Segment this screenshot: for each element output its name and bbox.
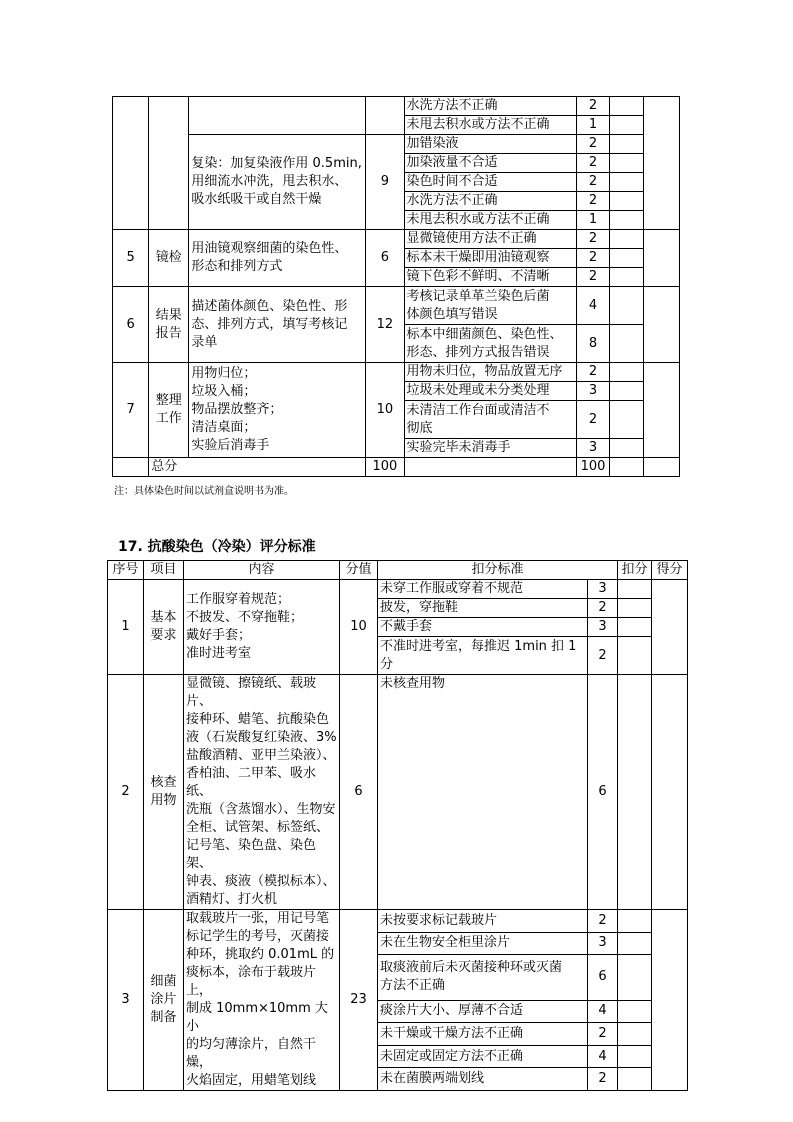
header-get: 得分 [652, 561, 688, 580]
deduct-cell[interactable] [609, 401, 643, 439]
deduction-points: 2 [588, 637, 618, 675]
deduction-points: 2 [577, 135, 609, 154]
deduction-points: 1 [577, 116, 609, 135]
footnote: 注：具体染色时间以试剂盒说明书为准。 [114, 486, 294, 497]
deduction-points: 3 [588, 932, 618, 955]
header-score: 分值 [340, 561, 378, 580]
deduction-points: 3 [588, 580, 618, 599]
deduction-item: 镜下色彩不鲜明、不清晰 [404, 268, 577, 287]
deduct-cell[interactable] [618, 1000, 652, 1023]
section-name: 镜检 [149, 230, 189, 287]
score-cell[interactable] [652, 675, 688, 910]
step-score: 6 [366, 230, 404, 287]
deduction-item: 取痰液前后未灭菌接种环或灭菌 方法不正确 [378, 955, 588, 1000]
total-points: 100 [577, 458, 609, 477]
deduction-item: 加错染液 [404, 135, 577, 154]
score-cell[interactable] [643, 97, 679, 230]
section-name: 整理 工作 [149, 363, 189, 458]
deduction-item: 未核查用物 [378, 675, 588, 910]
deduction-item: 垃圾未处理或未分类处理 [404, 382, 577, 401]
step-score: 9 [366, 135, 404, 230]
deduction-points: 2 [577, 173, 609, 192]
deduction-item: 加染液量不合适 [404, 154, 577, 173]
deduction-points: 3 [588, 618, 618, 637]
deduction-item: 未清洁工作台面或清洁不 彻底 [404, 401, 577, 439]
deduct-cell[interactable] [609, 97, 643, 116]
total-label: 总分 [149, 458, 366, 477]
deduct-cell[interactable] [609, 173, 643, 192]
deduction-item: 考核记录单革兰染色后菌 体颜色填写错误 [404, 287, 577, 325]
deduct-cell[interactable] [609, 363, 643, 382]
section-name: 核查 用物 [144, 675, 184, 910]
step-score: 12 [366, 287, 404, 363]
deduct-cell[interactable] [618, 1068, 652, 1091]
deduction-points: 2 [577, 154, 609, 173]
deduction-item: 未甩去积水或方法不正确 [404, 116, 577, 135]
header-criteria: 扣分标准 [378, 561, 618, 580]
deduction-item: 用物未归位，物品放置无序 [404, 363, 577, 382]
deduction-points: 6 [588, 955, 618, 1000]
deduction-item: 披发，穿拖鞋 [378, 599, 588, 618]
section-name: 细菌 涂片 制备 [144, 910, 184, 1091]
header-deduct: 扣分 [618, 561, 652, 580]
section-number: 2 [108, 675, 144, 910]
section-number: 7 [113, 363, 149, 458]
step-score: 10 [366, 363, 404, 458]
deduction-points: 4 [588, 1000, 618, 1023]
deduction-item: 不戴手套 [378, 618, 588, 637]
score-cell[interactable] [652, 910, 688, 1091]
score-cell[interactable] [643, 230, 679, 287]
step-score: 23 [340, 910, 378, 1091]
deduction-points: 2 [577, 97, 609, 116]
deduct-cell[interactable] [618, 1023, 652, 1046]
deduction-points: 2 [577, 249, 609, 268]
deduct-cell[interactable] [609, 325, 643, 363]
deduct-cell[interactable] [618, 1045, 652, 1068]
deduction-item: 显微镜使用方法不正确 [404, 230, 577, 249]
deduction-points: 1 [577, 211, 609, 230]
step-content: 工作服穿着规范； 不披发、不穿拖鞋； 戴好手套； 准时进考室 [184, 580, 340, 675]
deduct-cell[interactable] [609, 192, 643, 211]
deduction-points: 2 [588, 1023, 618, 1046]
deduction-item: 未按要求标记载玻片 [378, 910, 588, 933]
scoring-table-continued [112, 96, 680, 477]
score-cell[interactable] [643, 287, 679, 363]
deduct-cell[interactable] [609, 439, 643, 458]
score-cell[interactable] [643, 363, 679, 458]
deduction-item: 痰涂片大小、厚薄不合适 [378, 1000, 588, 1023]
step-score: 6 [340, 675, 378, 910]
deduct-cell[interactable] [609, 230, 643, 249]
acid-fast-scoring-table [107, 560, 688, 1091]
deduct-cell[interactable] [618, 955, 652, 1000]
deduct-cell[interactable] [609, 458, 643, 477]
deduction-points: 2 [577, 192, 609, 211]
deduction-item: 实验完毕未消毒手 [404, 439, 577, 458]
deduction-points: 2 [577, 268, 609, 287]
deduction-points: 2 [588, 1068, 618, 1091]
section-name: 基本 要求 [144, 580, 184, 675]
deduction-points: 4 [588, 1045, 618, 1068]
step-content: 描述菌体颜色、染色性、形 态、排列方式，填写考核记 录单 [189, 287, 366, 363]
deduction-points: 8 [577, 325, 609, 363]
deduction-item: 染色时间不合适 [404, 173, 577, 192]
deduction-points: 2 [588, 599, 618, 618]
deduct-cell[interactable] [609, 382, 643, 401]
deduction-points: 3 [577, 382, 609, 401]
deduction-item: 水洗方法不正确 [404, 97, 577, 116]
deduction-item: 未在菌膜两端划线 [378, 1068, 588, 1091]
deduction-item: 未穿工作服或穿着不规范 [378, 580, 588, 599]
deduction-points: 2 [577, 363, 609, 382]
deduction-points: 2 [577, 401, 609, 439]
deduct-cell[interactable] [618, 599, 652, 618]
deduct-cell[interactable] [609, 116, 643, 135]
step-content: 取载玻片一张，用记号笔 标记学生的考号，灭菌接 种环，挑取约 0.01mL 的 痰标本，涂布于载玻片上， 制成 10mm×10mm 大小 的均匀薄涂片，自然干燥， 火焰固定，用蜡笔划线 [184, 910, 340, 1091]
header-content: 内容 [184, 561, 340, 580]
deduction-item: 标本未干燥即用油镜观察 [404, 249, 577, 268]
deduction-item: 未干燥或干燥方法不正确 [378, 1023, 588, 1046]
step-content: 显微镜、擦镜纸、载玻片、 接种环、蜡笔、抗酸染色 液（石炭酸复红染液、3% 盐酸酒精、亚甲兰染液）、 香柏油、二甲苯、吸水纸、 洗瓶（含蒸馏水）、生物安 全柜、试管架、标签纸、 记号笔、染色盘、染色架、 钟表、痰液（模拟标本）、 酒精灯、打火机 [184, 675, 340, 910]
section-number: 3 [108, 910, 144, 1091]
score-cell[interactable] [652, 580, 688, 675]
deduct-cell[interactable] [609, 268, 643, 287]
section-number: 1 [108, 580, 144, 675]
deduct-cell[interactable] [618, 675, 652, 910]
deduct-cell[interactable] [609, 211, 643, 230]
deduction-item: 未甩去积水或方法不正确 [404, 211, 577, 230]
section-number: 5 [113, 230, 149, 287]
deduct-cell[interactable] [609, 135, 643, 154]
deduction-points: 2 [577, 230, 609, 249]
deduct-cell[interactable] [609, 287, 643, 325]
step-content: 用油镜观察细菌的染色性、 形态和排列方式 [189, 230, 366, 287]
section-name: 结果 报告 [149, 287, 189, 363]
deduct-cell[interactable] [618, 637, 652, 675]
header-number: 序号 [108, 561, 144, 580]
deduct-cell[interactable] [618, 910, 652, 933]
step-content: 复染：加复染液作用 0.5min, 用细流水冲洗，甩去积水、 吸水纸吸干或自然干燥 [189, 135, 366, 230]
deduction-item: 不准时进考室，每推迟 1min 扣 1 分 [378, 637, 588, 675]
deduct-cell[interactable] [609, 249, 643, 268]
step-score: 10 [340, 580, 378, 675]
deduction-item: 未在生物安全柜里涂片 [378, 932, 588, 955]
step-content: 用物归位； 垃圾入桶； 物品摆放整齐； 清洁桌面； 实验后消毒手 [189, 363, 366, 458]
section-title: 17. 抗酸染色（冷染）评分标准 [118, 539, 316, 555]
deduct-cell[interactable] [609, 154, 643, 173]
deduct-cell[interactable] [618, 932, 652, 955]
deduction-points: 4 [577, 287, 609, 325]
deduction-item: 水洗方法不正确 [404, 192, 577, 211]
total-score: 100 [366, 458, 404, 477]
section-number: 6 [113, 287, 149, 363]
header-item: 项目 [144, 561, 184, 580]
deduct-cell[interactable] [618, 580, 652, 599]
deduction-item: 标本中细菌颜色、染色性、 形态、排列方式报告错误 [404, 325, 577, 363]
score-cell[interactable] [643, 458, 679, 477]
deduction-points: 3 [577, 439, 609, 458]
deduction-item: 未固定或固定方法不正确 [378, 1045, 588, 1068]
deduct-cell[interactable] [618, 618, 652, 637]
deduction-points: 6 [588, 675, 618, 910]
deduction-points: 2 [588, 910, 618, 933]
